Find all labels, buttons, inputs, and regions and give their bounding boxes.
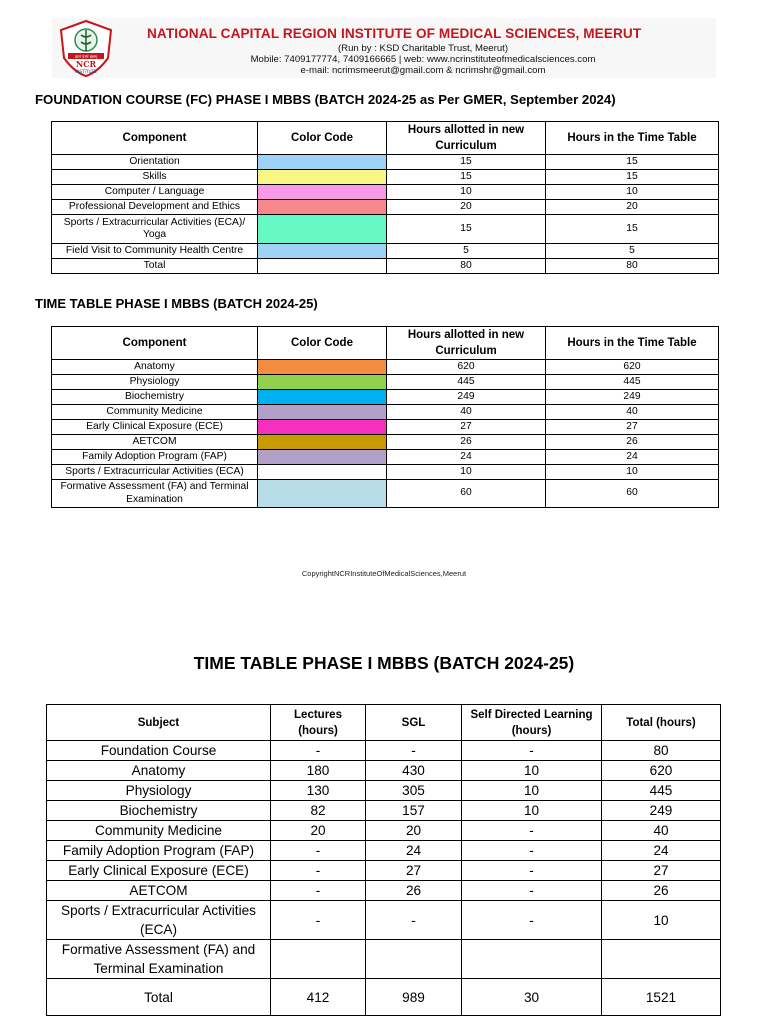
hours-timetable-cell: 24 xyxy=(546,450,719,465)
component-cell: Sports / Extracurricular Activities (ECA)/ Yoga xyxy=(52,215,258,244)
svg-text:INSTITUTE: INSTITUTE xyxy=(75,69,97,74)
hours-allotted-cell: 620 xyxy=(387,360,546,375)
subject-cell: Sports / Extracurricular Activities (ECA) xyxy=(47,901,271,940)
color-swatch xyxy=(258,375,387,390)
sgl-cell: 27 xyxy=(366,861,462,881)
header-hours-allotted: Hours allotted in new Curriculum xyxy=(387,122,546,155)
header-color-code: Color Code xyxy=(258,327,387,360)
table-row xyxy=(47,881,721,901)
hours-allotted-cell: 27 xyxy=(387,420,546,435)
table-row xyxy=(47,801,721,821)
subject-cell: Total xyxy=(47,979,271,1016)
table-row xyxy=(47,841,721,861)
table-row xyxy=(52,375,719,390)
hours-allotted-cell: 60 xyxy=(387,480,546,508)
subject-cell: Foundation Course xyxy=(47,741,271,761)
table-row xyxy=(52,259,719,274)
table-row xyxy=(52,405,719,420)
header-component: Component xyxy=(52,122,258,155)
total-cell: 24 xyxy=(602,841,721,861)
sgl-cell: 157 xyxy=(366,801,462,821)
table-row xyxy=(52,435,719,450)
hours-timetable-cell: 5 xyxy=(546,244,719,259)
table-header-row xyxy=(47,705,721,741)
color-swatch xyxy=(258,200,387,215)
lectures-cell: 20 xyxy=(271,821,366,841)
color-swatch xyxy=(258,450,387,465)
color-swatch xyxy=(258,259,387,274)
color-swatch xyxy=(258,185,387,200)
svg-text:NCR: NCR xyxy=(75,59,97,69)
subject-cell: Anatomy xyxy=(47,761,271,781)
sdl-cell: 10 xyxy=(462,801,602,821)
hours-timetable-cell: 10 xyxy=(546,465,719,480)
component-cell: Total xyxy=(52,259,258,274)
hours-allotted-cell: 445 xyxy=(387,375,546,390)
time-table-summary-table xyxy=(51,326,719,508)
hours-allotted-cell: 80 xyxy=(387,259,546,274)
component-cell: Biochemistry xyxy=(52,390,258,405)
hours-allotted-cell: 249 xyxy=(387,390,546,405)
component-cell: Field Visit to Community Health Centre xyxy=(52,244,258,259)
hours-allotted-cell: 20 xyxy=(387,200,546,215)
sdl-cell: - xyxy=(462,861,602,881)
table-row xyxy=(52,244,719,259)
hours-allotted-cell: 15 xyxy=(387,215,546,244)
run-by-line: (Run by : KSD Charitable Trust, Meerut) xyxy=(337,43,509,54)
sdl-cell: 30 xyxy=(462,979,602,1016)
contact-line: Mobile: 7409177774, 7409166665 | web: www.ncrinstituteofmedicalsciences.com xyxy=(250,54,596,65)
component-cell: Anatomy xyxy=(52,360,258,375)
time-table-summary-title: TIME TABLE PHASE I MBBS (BATCH 2024-25) xyxy=(35,296,318,311)
subject-cell: Physiology xyxy=(47,781,271,801)
component-cell: AETCOM xyxy=(52,435,258,450)
hours-allotted-cell: 15 xyxy=(387,170,546,185)
table-row xyxy=(52,480,719,508)
hours-allotted-cell: 24 xyxy=(387,450,546,465)
component-cell: Orientation xyxy=(52,155,258,170)
table-row xyxy=(52,155,719,170)
sdl-cell xyxy=(462,940,602,979)
table-header-row xyxy=(52,327,719,360)
color-swatch xyxy=(258,435,387,450)
color-swatch xyxy=(258,155,387,170)
subject-cell: Biochemistry xyxy=(47,801,271,821)
sdl-cell: - xyxy=(462,821,602,841)
sdl-cell: 10 xyxy=(462,761,602,781)
table-row xyxy=(52,200,719,215)
color-swatch xyxy=(258,244,387,259)
total-cell: 10 xyxy=(602,901,721,940)
total-cell: 249 xyxy=(602,801,721,821)
total-cell: 1521 xyxy=(602,979,721,1016)
total-cell: 40 xyxy=(602,821,721,841)
hours-timetable-cell: 620 xyxy=(546,360,719,375)
table-row xyxy=(52,360,719,375)
header-total: Total (hours) xyxy=(602,705,721,741)
table-row xyxy=(52,390,719,405)
table-row xyxy=(52,170,719,185)
hours-allotted-cell: 40 xyxy=(387,405,546,420)
hours-timetable-cell: 20 xyxy=(546,200,719,215)
total-cell xyxy=(602,940,721,979)
header-lectures: Lectures (hours) xyxy=(271,705,366,741)
color-swatch xyxy=(258,390,387,405)
hours-timetable-cell: 80 xyxy=(546,259,719,274)
sgl-cell: - xyxy=(366,901,462,940)
lectures-cell: - xyxy=(271,861,366,881)
subject-cell: Formative Assessment (FA) and Terminal Examination xyxy=(47,940,271,979)
table-row xyxy=(52,185,719,200)
sgl-cell: 989 xyxy=(366,979,462,1016)
table-row xyxy=(47,979,721,1016)
lectures-cell: 130 xyxy=(271,781,366,801)
hours-timetable-cell: 15 xyxy=(546,215,719,244)
hours-timetable-cell: 15 xyxy=(546,170,719,185)
table-row xyxy=(47,861,721,881)
hours-timetable-cell: 10 xyxy=(546,185,719,200)
hours-timetable-cell: 26 xyxy=(546,435,719,450)
header-hours-timetable: Hours in the Time Table xyxy=(546,327,719,360)
color-swatch xyxy=(258,360,387,375)
header-sgl: SGL xyxy=(366,705,462,741)
institute-logo-icon xyxy=(56,18,116,78)
total-cell: 27 xyxy=(602,861,721,881)
email-line: e-mail: ncrimsmeerut@gmail.com & ncrimshr@gmail.com xyxy=(300,65,546,76)
subject-cell: AETCOM xyxy=(47,881,271,901)
hours-timetable-cell: 249 xyxy=(546,390,719,405)
table-row xyxy=(52,420,719,435)
component-cell: Family Adoption Program (FAP) xyxy=(52,450,258,465)
color-swatch xyxy=(258,420,387,435)
foundation-course-title: FOUNDATION COURSE (FC) PHASE I MBBS (BATCH 2024-25 as Per GMER, September 2024) xyxy=(35,92,616,107)
sgl-cell: 26 xyxy=(366,881,462,901)
table-row xyxy=(47,761,721,781)
table-row xyxy=(47,901,721,940)
table-row xyxy=(47,741,721,761)
lectures-cell: - xyxy=(271,741,366,761)
color-swatch xyxy=(258,170,387,185)
total-cell: 26 xyxy=(602,881,721,901)
lectures-cell: - xyxy=(271,841,366,861)
hours-allotted-cell: 10 xyxy=(387,185,546,200)
subject-cell: Early Clinical Exposure (ECE) xyxy=(47,861,271,881)
header-color-code: Color Code xyxy=(258,122,387,155)
copyright-text: CopyrightNCRInstituteOfMedicalSciences,Meerut xyxy=(301,569,467,578)
hours-timetable-cell: 40 xyxy=(546,405,719,420)
lectures-cell: - xyxy=(271,881,366,901)
color-swatch xyxy=(258,215,387,244)
sgl-cell: 305 xyxy=(366,781,462,801)
lectures-cell: 82 xyxy=(271,801,366,821)
detailed-time-table xyxy=(46,704,721,1016)
table-header-row xyxy=(52,122,719,155)
sdl-cell: 10 xyxy=(462,781,602,801)
component-cell: Early Clinical Exposure (ECE) xyxy=(52,420,258,435)
hours-allotted-cell: 15 xyxy=(387,155,546,170)
sgl-cell xyxy=(366,940,462,979)
svg-text:ज्ञानं परमं बलम्: ज्ञानं परमं बलम् xyxy=(74,54,98,59)
color-swatch xyxy=(258,405,387,420)
component-cell: Professional Development and Ethics xyxy=(52,200,258,215)
hours-timetable-cell: 445 xyxy=(546,375,719,390)
hours-timetable-cell: 15 xyxy=(546,155,719,170)
component-cell: Skills xyxy=(52,170,258,185)
table-row xyxy=(52,215,719,244)
header-hours-allotted: Hours allotted in new Curriculum xyxy=(387,327,546,360)
sdl-cell: - xyxy=(462,901,602,940)
detailed-time-table-title: TIME TABLE PHASE I MBBS (BATCH 2024-25) xyxy=(193,653,575,673)
foundation-course-table xyxy=(51,121,719,274)
lectures-cell: 180 xyxy=(271,761,366,781)
table-row xyxy=(47,781,721,801)
header-hours-timetable: Hours in the Time Table xyxy=(546,122,719,155)
lectures-cell: 412 xyxy=(271,979,366,1016)
hours-allotted-cell: 5 xyxy=(387,244,546,259)
total-cell: 80 xyxy=(602,741,721,761)
lectures-cell xyxy=(271,940,366,979)
total-cell: 620 xyxy=(602,761,721,781)
component-cell: Sports / Extracurricular Activities (ECA) xyxy=(52,465,258,480)
header-sdl: Self Directed Learning (hours) xyxy=(462,705,602,741)
table-row xyxy=(52,465,719,480)
color-swatch xyxy=(258,480,387,508)
sdl-cell: - xyxy=(462,841,602,861)
institute-name: NATIONAL CAPITAL REGION INSTITUTE OF MEDICAL SCIENCES, MEERUT xyxy=(147,26,642,41)
hours-allotted-cell: 26 xyxy=(387,435,546,450)
sgl-cell: 430 xyxy=(366,761,462,781)
color-swatch xyxy=(258,465,387,480)
sdl-cell: - xyxy=(462,741,602,761)
hours-allotted-cell: 10 xyxy=(387,465,546,480)
sgl-cell: 20 xyxy=(366,821,462,841)
sdl-cell: - xyxy=(462,881,602,901)
table-row xyxy=(47,821,721,841)
component-cell: Formative Assessment (FA) and Terminal Examination xyxy=(52,480,258,508)
subject-cell: Community Medicine xyxy=(47,821,271,841)
lectures-cell: - xyxy=(271,901,366,940)
sgl-cell: - xyxy=(366,741,462,761)
total-cell: 445 xyxy=(602,781,721,801)
component-cell: Community Medicine xyxy=(52,405,258,420)
component-cell: Computer / Language xyxy=(52,185,258,200)
letterhead xyxy=(52,18,716,78)
sgl-cell: 24 xyxy=(366,841,462,861)
subject-cell: Family Adoption Program (FAP) xyxy=(47,841,271,861)
header-component: Component xyxy=(52,327,258,360)
table-row xyxy=(52,450,719,465)
table-row xyxy=(47,940,721,979)
component-cell: Physiology xyxy=(52,375,258,390)
hours-timetable-cell: 27 xyxy=(546,420,719,435)
hours-timetable-cell: 60 xyxy=(546,480,719,508)
header-subject: Subject xyxy=(47,705,271,741)
